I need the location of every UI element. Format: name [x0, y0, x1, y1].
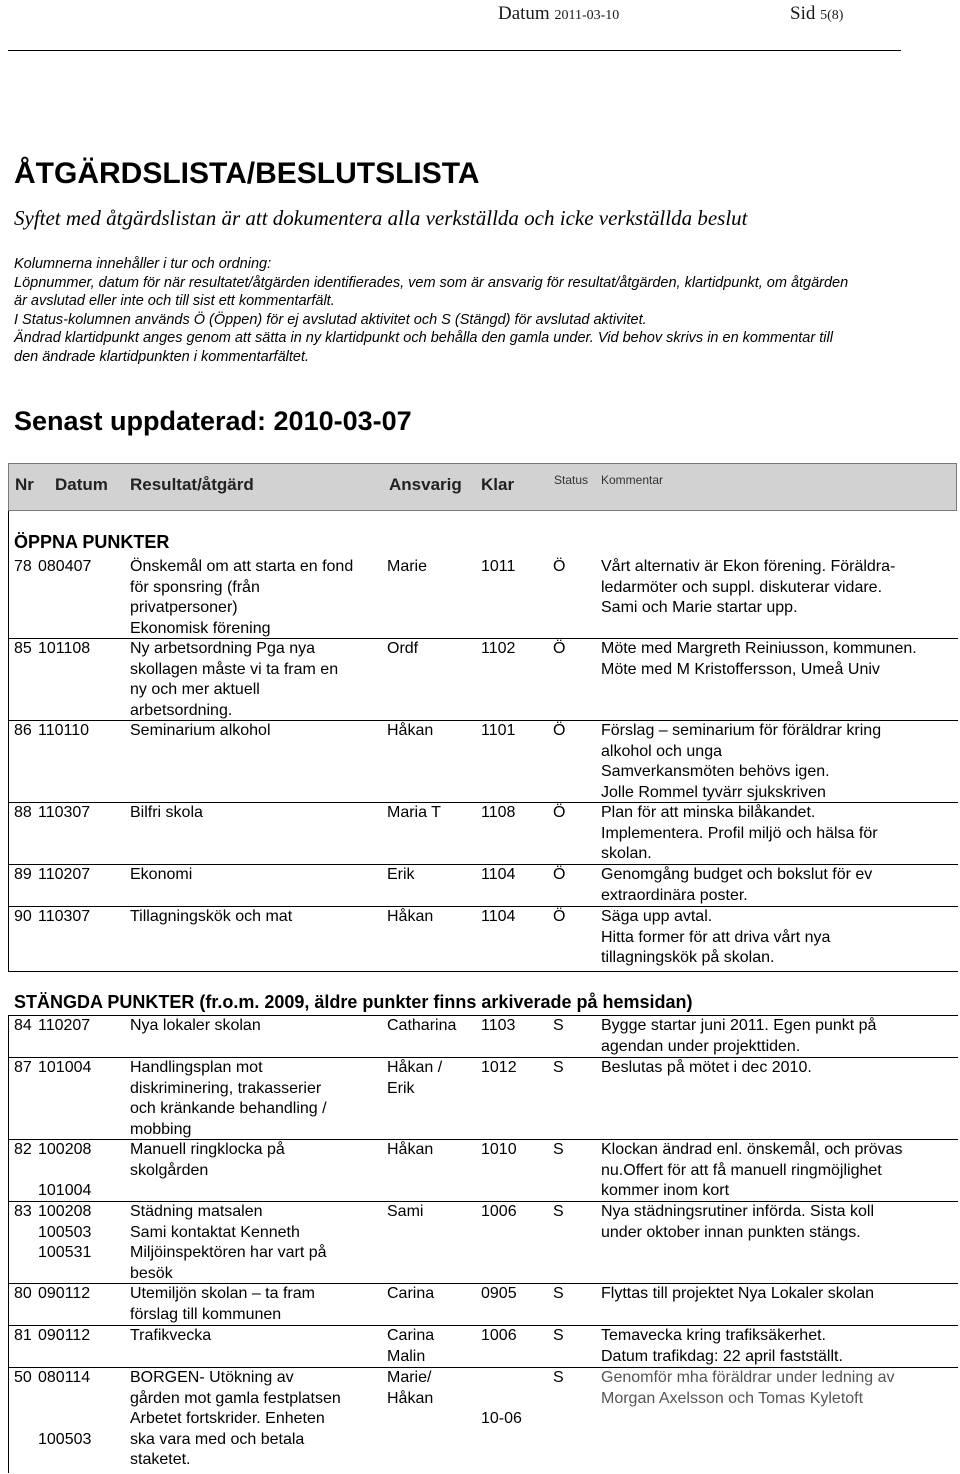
cell-line: 1006 — [481, 1203, 517, 1220]
cell-line: Genomför mha föräldrar under ledning av — [601, 1369, 895, 1386]
last-updated: Senast uppdaterad: 2010-03-07 — [14, 406, 412, 436]
intro-line: den ändrade klartidpunkten i kommentarfältet. — [14, 348, 310, 365]
cell-line: ledarmöter och suppl. diskuterar vidare. — [601, 578, 883, 596]
cell-status: S — [553, 1327, 564, 1344]
cell-klar — [481, 1016, 515, 1037]
header-date: Datum 2011-03-10 — [498, 3, 620, 24]
cell-line: 101108 — [38, 640, 91, 657]
cell-resultat — [130, 907, 292, 928]
cell-line: Flyttas till projektet Nya Lokaler skolan — [601, 1285, 874, 1302]
cell-line: Catharina — [387, 1017, 457, 1034]
cell-line: Möte med M Kristoffersson, Umeå Univ — [601, 660, 880, 678]
cell-nr: 90 — [14, 908, 32, 925]
cell-status: Ö — [553, 558, 566, 575]
cell-kommentar — [601, 1058, 812, 1079]
cell-kommentar — [601, 1284, 874, 1305]
cell-line: staketet. — [130, 1451, 191, 1468]
cell-klar — [481, 639, 515, 660]
cell-datum — [38, 1058, 91, 1079]
cell-line: 1101 — [481, 722, 516, 739]
cell-resultat — [130, 1326, 211, 1347]
cell-status: S — [553, 1141, 564, 1158]
open-section-title: ÖPPNA PUNKTER — [14, 532, 170, 552]
cell-nr: 84 — [14, 1017, 32, 1034]
cell-resultat — [130, 1016, 261, 1037]
cell-line: Marie/ — [387, 1369, 432, 1386]
cell-ansvarig — [387, 557, 427, 578]
cell-line: Jolle Rommel tyvärr sjukskriven — [601, 783, 826, 801]
cell-nr: 83 — [14, 1203, 32, 1220]
cell-kommentar — [601, 865, 872, 906]
cell-line: Sami kontaktat Kenneth — [130, 1223, 300, 1241]
cell-line: Sami — [387, 1203, 424, 1220]
cell-status: S — [553, 1017, 564, 1034]
column-header-kommentar: Kommentar — [601, 473, 664, 487]
cell-kommentar — [601, 803, 878, 865]
cell-nr: 50 — [14, 1369, 32, 1386]
cell-klar — [481, 1202, 517, 1223]
cell-line: Klockan ändrad enl. önskemål, och prövas — [601, 1141, 903, 1158]
cell-line: Städning matsalen — [130, 1203, 263, 1220]
cell-line: Erik — [387, 866, 415, 883]
cell-line — [481, 1368, 522, 1389]
cell-line: Bilfri skola — [130, 804, 203, 821]
cell-line: 1103 — [481, 1017, 516, 1034]
cell-ansvarig — [387, 1326, 434, 1367]
cell-line: skolan. — [601, 845, 652, 862]
cell-resultat — [130, 1202, 327, 1284]
cell-resultat — [130, 557, 353, 639]
cell-status: S — [553, 1369, 564, 1386]
cell-line: 110207 — [38, 866, 91, 883]
cell-klar — [481, 1058, 517, 1079]
cell-datum — [38, 865, 90, 886]
cell-datum — [38, 907, 90, 928]
cell-line: Seminarium alkohol — [130, 722, 271, 739]
cell-line: kommer inom kort — [601, 1182, 730, 1199]
cell-line: arbetsordning. — [130, 701, 233, 719]
cell-line: Tillagningskök och mat — [130, 908, 293, 925]
cell-line: Hitta former för att driva vårt nya — [601, 928, 831, 946]
cell-datum — [38, 557, 91, 578]
cell-line: Bygge startar juni 2011. Egen punkt på — [601, 1017, 877, 1034]
cell-line: 1104 — [481, 908, 516, 925]
cell-datum — [38, 639, 90, 660]
cell-klar — [481, 907, 515, 928]
cell-nr: 87 — [14, 1059, 32, 1076]
cell-line: Möte med Margreth Reiniusson, kommunen. — [601, 640, 917, 657]
intro-text — [14, 255, 848, 366]
cell-ansvarig — [387, 1284, 434, 1305]
cell-line: 110110 — [38, 722, 90, 739]
cell-ansvarig — [387, 1140, 433, 1161]
cell-line: Trafikvecka — [130, 1327, 212, 1344]
cell-line: 100208 — [38, 1141, 92, 1158]
cell-line: 1108 — [481, 804, 516, 821]
cell-nr: 85 — [14, 640, 32, 657]
cell-status: Ö — [553, 722, 566, 739]
column-header-status: Status — [554, 473, 589, 487]
cell-line: 080114 — [38, 1369, 91, 1386]
cell-line: Vårt alternativ är Ekon förening. Föräldra- — [601, 558, 896, 575]
cell-line: Håkan — [387, 1389, 434, 1407]
cell-nr: 80 — [14, 1285, 32, 1302]
cell-line — [38, 1161, 91, 1182]
cell-line: Säga upp avtal. — [601, 908, 713, 925]
cell-line: besök — [130, 1264, 173, 1282]
cell-line: Beslutas på mötet i dec 2010. — [601, 1059, 812, 1076]
cell-kommentar — [601, 1016, 876, 1057]
cell-resultat — [130, 1140, 285, 1181]
cell-nr: 81 — [14, 1327, 32, 1344]
open-section-bottom-rule — [8, 971, 958, 972]
cell-line — [481, 1389, 522, 1410]
cell-klar — [481, 721, 515, 742]
cell-status: S — [553, 1059, 564, 1076]
cell-line: ny och mer aktuell — [130, 681, 260, 698]
cell-resultat — [130, 803, 203, 824]
cell-line: Implementera. Profil miljö och hälsa för — [601, 824, 878, 842]
cell-line: Samverkansmöten behövs igen. — [601, 763, 830, 780]
purpose-text: Syftet med åtgärdslistan är att dokumentera alla verkställda och icke verkställda beslut — [14, 206, 748, 230]
cell-line: 1006 — [481, 1327, 517, 1344]
cell-line: och kränkande behandling / — [130, 1100, 327, 1117]
cell-line: Nya städningsrutiner införda. Sista koll — [601, 1203, 875, 1220]
cell-klar — [481, 1284, 517, 1305]
closed-table-top-rule — [8, 1015, 958, 1016]
cell-line — [38, 1409, 91, 1430]
cell-line: Temavecka kring trafiksäkerhet. — [601, 1327, 826, 1344]
cell-kommentar — [601, 721, 881, 803]
cell-line: 100531 — [38, 1244, 92, 1261]
cell-line: privatpersoner) — [130, 599, 238, 616]
cell-klar — [481, 557, 515, 578]
cell-resultat — [130, 1284, 315, 1325]
cell-kommentar — [601, 557, 895, 619]
cell-ansvarig — [387, 1016, 456, 1037]
cell-datum — [38, 1202, 91, 1264]
cell-line: Ekonomi — [130, 866, 193, 883]
cell-ansvarig — [387, 1368, 433, 1409]
cell-line: 1011 — [481, 558, 516, 575]
cell-line: 1102 — [481, 640, 516, 657]
cell-line: extraordinära poster. — [601, 886, 748, 904]
cell-line: Håkan — [387, 722, 434, 739]
cell-ansvarig — [387, 803, 441, 824]
cell-klar — [481, 865, 515, 886]
cell-resultat — [130, 865, 192, 886]
cell-resultat — [130, 721, 271, 742]
cell-line: Ordf — [387, 640, 419, 657]
cell-line: 100503 — [38, 1430, 92, 1448]
cell-line: under oktober innan punkten stängs. — [601, 1223, 861, 1241]
cell-line: nu.Offert för att få manuell ringmöjlighet — [601, 1161, 882, 1179]
cell-line: Sami och Marie startar upp. — [601, 599, 798, 616]
cell-ansvarig — [387, 1202, 423, 1223]
cell-line: 1104 — [481, 866, 516, 883]
closed-section-title: STÄNGDA PUNKTER (fr.o.m. 2009, äldre punkter finns arkiverade på hemsidan) — [14, 992, 693, 1012]
cell-status: Ö — [553, 908, 566, 925]
cell-klar — [481, 803, 515, 824]
cell-status: S — [553, 1203, 564, 1220]
cell-line: tillagningskök på skolan. — [601, 949, 775, 966]
cell-kommentar — [601, 1140, 903, 1202]
cell-datum — [38, 1368, 91, 1450]
cell-line: Ekonomisk förening — [130, 619, 271, 637]
cell-line: mobbing — [130, 1120, 192, 1138]
cell-datum — [38, 1326, 90, 1347]
cell-line: Genomgång budget och bokslut för ev — [601, 866, 873, 883]
cell-ansvarig — [387, 1058, 442, 1099]
cell-line: Håkan — [387, 1141, 434, 1158]
cell-status: Ö — [553, 804, 566, 821]
cell-ansvarig — [387, 721, 433, 742]
cell-line: Morgan Axelsson och Tomas Kyletoft — [601, 1389, 864, 1407]
cell-line: Miljöinspektören har vart på — [130, 1244, 327, 1261]
cell-status: S — [553, 1285, 564, 1302]
closed-table-left-border — [8, 1015, 9, 1473]
column-header-ansvarig: Ansvarig — [389, 475, 462, 494]
table-left-border — [8, 511, 9, 972]
intro-line: Ändrad klartidpunkt anges genom att sätta in ny klartidpunkt och behålla den gamla under. Vid behov skrivs in en kommentar till — [14, 330, 833, 346]
cell-kommentar — [601, 907, 830, 969]
cell-line: Plan för att minska bilåkandet. — [601, 804, 816, 821]
cell-line: Manuell ringklocka på — [130, 1141, 285, 1158]
cell-line: 100208 — [38, 1203, 92, 1220]
cell-kommentar — [601, 639, 917, 680]
column-header-klar: Klar — [481, 475, 515, 494]
cell-resultat — [130, 639, 338, 721]
cell-line: Carina — [387, 1285, 435, 1302]
cell-klar — [481, 1140, 517, 1161]
cell-line: 110307 — [38, 804, 91, 821]
cell-line: BORGEN- Utökning av — [130, 1369, 294, 1386]
cell-ansvarig — [387, 865, 415, 886]
intro-line: I Status-kolumnen används Ö (Öppen) för ej avslutad aktivitet och S (Stängd) för avslutad aktivitet. — [14, 311, 647, 328]
cell-line: Marie — [387, 558, 428, 575]
cell-line: Ny arbetsordning Pga nya — [130, 640, 315, 657]
cell-datum — [38, 1016, 90, 1037]
cell-line: skolgården — [130, 1161, 209, 1179]
cell-datum — [38, 721, 89, 742]
cell-nr: 78 — [14, 558, 32, 575]
header-page-number: Sid 5(8) — [790, 3, 844, 24]
cell-line: Maria T — [387, 804, 441, 821]
cell-line: 090112 — [38, 1285, 91, 1302]
cell-line: skollagen måste vi ta fram en — [130, 660, 339, 678]
cell-resultat — [130, 1058, 327, 1140]
cell-nr: 86 — [14, 722, 32, 739]
cell-line: Förslag – seminarium för föräldrar kring — [601, 722, 882, 739]
intro-line: Kolumnerna innehåller i tur och ordning: — [14, 256, 272, 272]
cell-line: Handlingsplan mot — [130, 1059, 263, 1076]
cell-line: 1010 — [481, 1141, 517, 1158]
cell-status: Ö — [553, 640, 566, 657]
cell-datum — [38, 1140, 91, 1202]
column-header-datum: Datum — [55, 475, 108, 494]
cell-resultat — [130, 1368, 341, 1471]
cell-line: 101004 — [38, 1182, 92, 1199]
cell-line: 100503 — [38, 1223, 92, 1241]
cell-ansvarig — [387, 639, 418, 660]
cell-line: agendan under projekttiden. — [601, 1037, 801, 1055]
cell-nr: 89 — [14, 866, 32, 883]
cell-line: Carina — [387, 1327, 435, 1344]
cell-line: 110207 — [38, 1017, 91, 1034]
cell-line: Arbetet fortskrider. Enheten — [130, 1410, 325, 1427]
cell-line: 090112 — [38, 1327, 91, 1344]
cell-datum — [38, 803, 90, 824]
cell-line: 101004 — [38, 1059, 92, 1076]
cell-line: Erik — [387, 1079, 415, 1097]
document-title: ÅTGÄRDSLISTA/BESLUTSLISTA — [14, 157, 480, 190]
cell-line: alkohol och unga — [601, 742, 722, 760]
cell-line: förslag till kommunen — [130, 1305, 282, 1323]
cell-line: ska vara med och betala — [130, 1430, 305, 1448]
cell-line: Önskemål om att starta en fond — [130, 558, 354, 575]
table-header — [8, 463, 957, 511]
cell-line: för sponsring (från — [130, 578, 260, 596]
column-header-nr: Nr — [15, 475, 34, 494]
cell-status: Ö — [553, 866, 566, 883]
cell-nr: 82 — [14, 1141, 32, 1158]
cell-klar — [481, 1368, 522, 1430]
cell-line: Malin — [387, 1347, 426, 1365]
cell-nr: 88 — [14, 804, 32, 821]
cell-line: Utemiljön skolan – ta fram — [130, 1285, 315, 1302]
cell-line: Nya lokaler skolan — [130, 1017, 261, 1034]
cell-line: Datum trafikdag: 22 april fastställt. — [601, 1347, 843, 1365]
cell-ansvarig — [387, 907, 433, 928]
cell-datum — [38, 1284, 90, 1305]
cell-line: 1012 — [481, 1059, 517, 1076]
cell-klar — [481, 1326, 517, 1347]
intro-line: Löpnummer, datum för när resultatet/åtgärden identifierades, vem som är ansvarig för resultat/åtgärden, klartidpunkt, om åtgärden — [14, 274, 849, 291]
cell-line: diskriminering, trakasserier — [130, 1079, 322, 1097]
cell-line: Håkan — [387, 908, 434, 925]
cell-line: Håkan / — [387, 1059, 443, 1076]
cell-line — [38, 1389, 91, 1410]
cell-kommentar — [601, 1326, 843, 1367]
cell-line: 10-06 — [481, 1410, 522, 1427]
cell-line: 110307 — [38, 908, 91, 925]
cell-line: 0905 — [481, 1285, 517, 1302]
cell-line: gården mot gamla festplatsen — [130, 1389, 341, 1407]
cell-line: 080407 — [38, 558, 92, 575]
cell-kommentar — [601, 1202, 874, 1243]
column-header-resultat: Resultat/åtgärd — [130, 475, 254, 494]
header-divider — [8, 50, 901, 51]
cell-kommentar — [601, 1368, 895, 1409]
intro-line: är avslutad eller inte och till sist ett kommentarfält. — [14, 293, 335, 309]
